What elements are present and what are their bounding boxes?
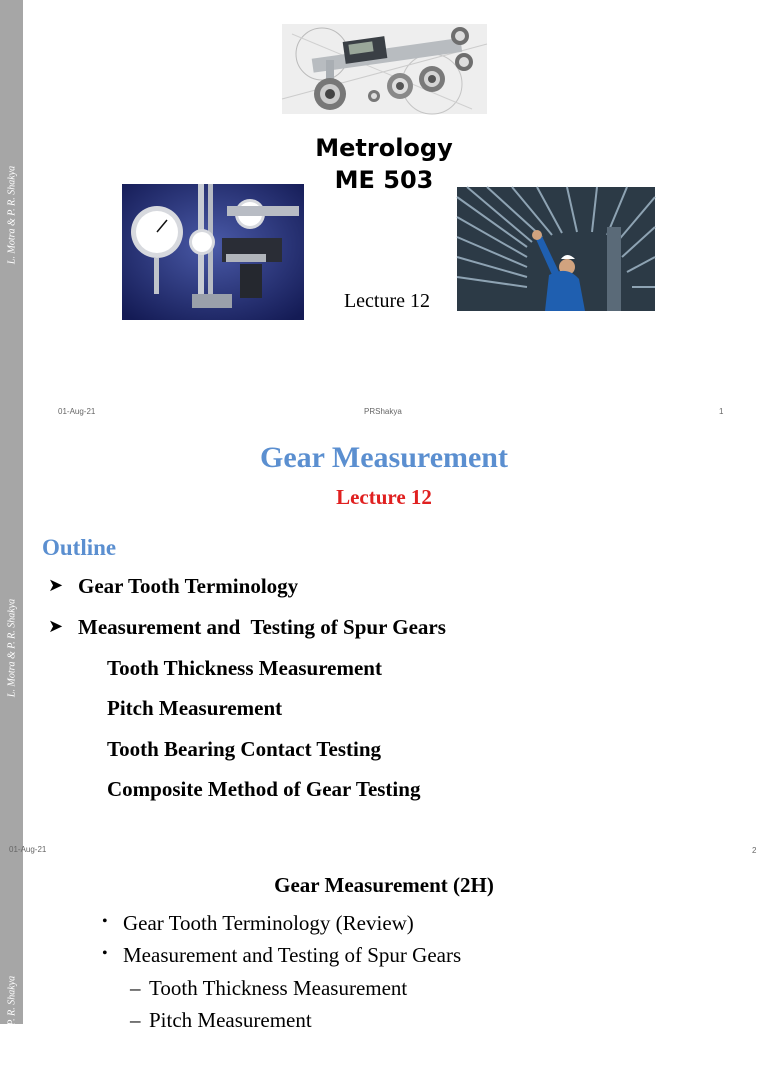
slide-1: L. Motra & P. R. Shakya Metrology ME 503 Lecture 12 01-Aug-21 PRShakya 1 — [0, 0, 768, 428]
measuring-instruments-image — [122, 184, 304, 320]
turbine-technician-image — [457, 187, 655, 311]
footer-date: 01-Aug-21 — [9, 845, 47, 854]
lecture-subtitle: Lecture 12 — [336, 485, 432, 509]
slide-title: Gear Measurement — [260, 441, 508, 474]
content-sub-item: Pitch Measurement — [149, 1008, 312, 1032]
footer-author: PRShakya — [364, 407, 402, 416]
outline-sub-item: Composite Method of Gear Testing — [107, 777, 421, 801]
content-bullet: Gear Tooth Terminology (Review) — [123, 911, 414, 935]
page-number: 2 — [752, 846, 757, 855]
bullet-dot-icon: • — [102, 913, 108, 930]
footer-date: 01-Aug-21 — [58, 407, 96, 416]
outline-sub-item: Tooth Bearing Contact Testing — [107, 737, 382, 761]
page-number: 1 — [719, 407, 724, 416]
slide-2: L. Motra & P. R. Shakya Gear Measurement Lecture 12 Outline ➤ Gear Tooth Terminology ➤ Measurement and Testing of Spur Gears Tooth Thickness Measurement Pitch Measurement Tooth Bearing Contact Testing Composite Method of Gear Testing 01-Aug-21 2 — [0, 428, 768, 865]
bullet-arrow-icon: ➤ — [48, 575, 64, 596]
course-code: ME 503 — [334, 166, 434, 194]
outline-heading: Outline — [42, 535, 117, 560]
dash-icon: – — [130, 976, 141, 1000]
outline-sub-item: Tooth Thickness Measurement — [107, 656, 382, 680]
lecture-label: Lecture 12 — [343, 290, 431, 312]
bullet-dot-icon: • — [102, 945, 108, 962]
outline-bullet: Gear Tooth Terminology — [78, 574, 299, 598]
outline-bullet: Measurement and Testing of Spur Gears — [78, 615, 446, 639]
bullet-arrow-icon: ➤ — [48, 616, 64, 637]
slide-3: L. Motra & P. R. Shakya Gear Measurement (2H) • Gear Tooth Terminology (Review) • Measurement and Testing of Spur Gears – Tooth Thickness Measurement – Pitch Measurement — [0, 865, 768, 1024]
dash-icon: – — [130, 1008, 141, 1032]
content-bullet: Measurement and Testing of Spur Gears — [123, 943, 462, 967]
caliper-bearings-image — [282, 24, 487, 114]
slide-title: Gear Measurement (2H) — [274, 873, 494, 897]
course-title: Metrology — [315, 134, 453, 162]
outline-sub-item: Pitch Measurement — [107, 696, 283, 720]
content-sub-item: Tooth Thickness Measurement — [149, 976, 408, 1000]
